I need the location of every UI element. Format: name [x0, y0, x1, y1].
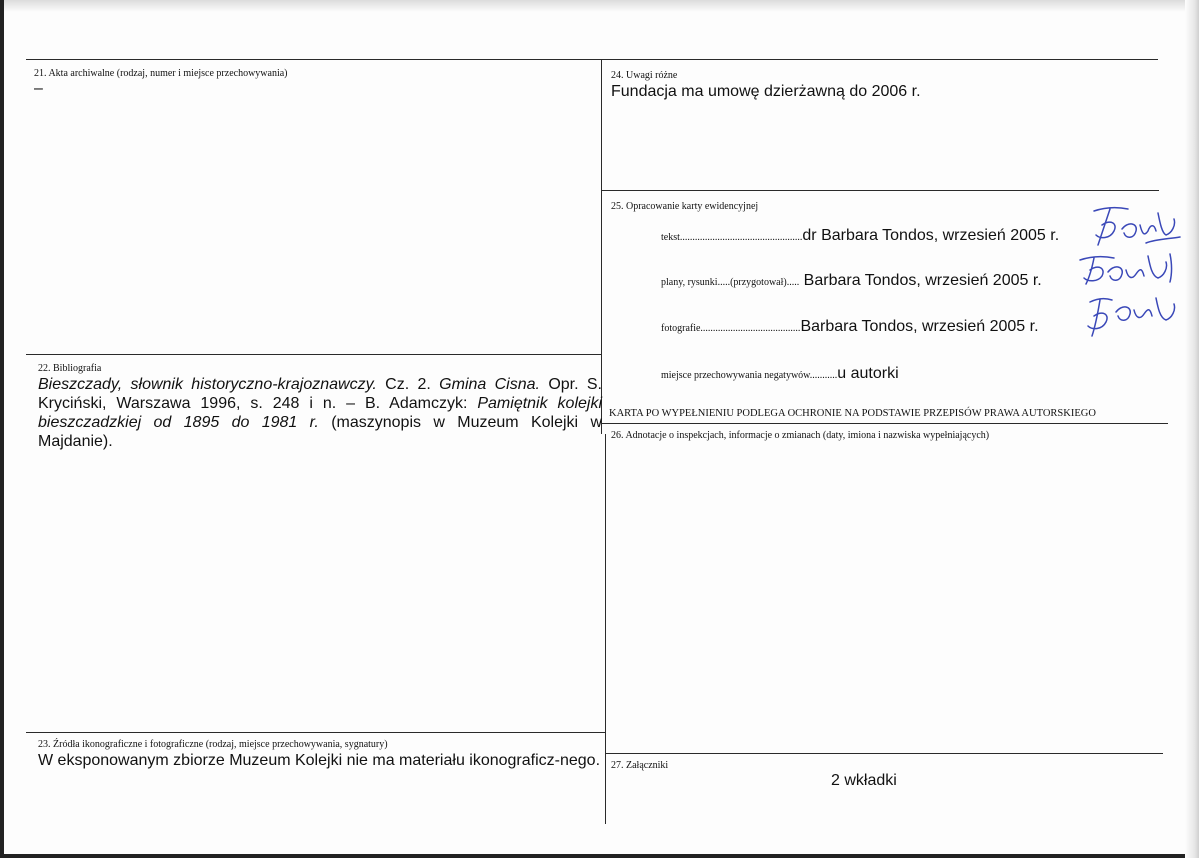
- scan-shadow-top: [4, 0, 1199, 12]
- signature-tekst: [1088, 203, 1184, 249]
- row-plany: [661, 272, 1042, 290]
- section-22-heading: 22. Bibliografia: [38, 363, 102, 374]
- section-21-heading: 21. Akta archiwalne (rodzaj, numer i miejsce przechowywania): [34, 68, 288, 79]
- center-divider-lower: [605, 434, 606, 824]
- section-24-heading: 24. Uwagi różne: [611, 70, 678, 81]
- section-25-heading: 25. Opracowanie karty ewidencyjnej: [611, 201, 759, 212]
- bibliography-text: [38, 375, 602, 451]
- row-negatywy-label: miejsce przechowywania negatywów...........: [661, 370, 838, 381]
- row-fotografie-value: Barbara Tondos, wrzesień 2005 r.: [800, 318, 1039, 335]
- row-negatywy: [661, 365, 899, 383]
- rule-right-25: [601, 190, 1159, 191]
- row-tekst-value: dr Barbara Tondos, wrzesień 2005 r.: [802, 227, 1060, 244]
- top-rule: [26, 59, 1158, 60]
- row-fotografie-label: fotografie........................................: [661, 323, 801, 334]
- signature-plany: [1074, 250, 1178, 290]
- row-fotografie: [661, 318, 1039, 336]
- bibliography-part-0: Bieszczady, słownik historyczno-krajoznawczy.: [38, 376, 377, 393]
- section-24-value: Fundacja ma umowę dzierżawną do 2006 r.: [611, 83, 921, 100]
- bibliography-part-3: Opr. S. Kryciński, Warszawa 1996, s. 248 i n. – B. Adamczyk:: [38, 376, 602, 412]
- section-23-heading: 23. Źródła ikonograficzne i fotograficzne (rodzaj, miejsce przechowywania, sygnatury): [38, 739, 388, 750]
- section-27-value: 2 wkładki: [831, 772, 897, 789]
- copyright-notice: KARTA PO WYPEŁNIENIU PODLEGA OCHRONIE NA PODSTAWIE PRZEPISÓW PRAWA AUTORSKIEGO: [609, 408, 1096, 419]
- rule-left-22: [26, 354, 602, 355]
- section-21-value: –: [34, 80, 43, 97]
- row-plany-label: plany, rysunki.....(przygotował).....: [661, 277, 800, 288]
- bibliography-part-1: Cz. 2.: [376, 376, 440, 393]
- bibliography-part-5: (maszynopis w Muzeum Kolejki w Majdanie).: [38, 414, 602, 450]
- section-27-heading: 27. Załączniki: [611, 760, 669, 771]
- rule-right-26: [601, 423, 1168, 424]
- row-tekst: [661, 227, 1059, 245]
- section-26-heading: 26. Adnotacje o inspekcjach, informacje o zmianach (daty, imiona i nazwiska wypełniających): [611, 430, 990, 441]
- bibliography-part-2: Gmina Cisna.: [439, 376, 540, 393]
- rule-left-23: [26, 732, 606, 733]
- rule-right-27: [605, 753, 1163, 754]
- bibliography-part-4: Pamiętnik kolejki bieszczadzkiej od 1895 do 1981 r.: [38, 395, 603, 431]
- row-negatywy-value: u autorki: [837, 365, 899, 382]
- row-tekst-label: tekst.................................................: [661, 232, 803, 243]
- signature-fotografie: [1082, 292, 1180, 340]
- section-23-value: W eksponowanym zbiorze Muzeum Kolejki nie ma materiału ikonograficz-nego.: [38, 752, 601, 769]
- scan-shadow-right: [1185, 0, 1199, 858]
- row-plany-value: Barbara Tondos, wrzesień 2005 r.: [799, 272, 1042, 289]
